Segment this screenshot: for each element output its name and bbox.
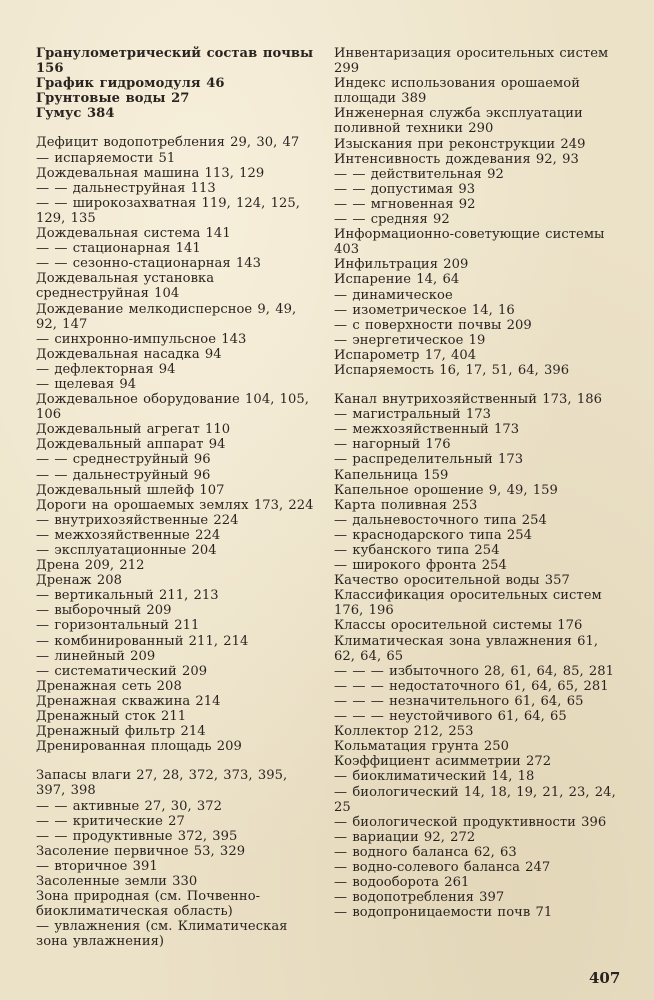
- index-entry: — щелевая 94: [36, 376, 137, 392]
- index-entry: Гумус 384: [36, 106, 115, 122]
- index-entry: — — критические 27: [36, 813, 185, 829]
- index-entry: Дренажная сеть 208: [36, 678, 182, 694]
- index-entry: Гранулометрический состав почвы 156: [36, 46, 314, 77]
- index-entry: Дождевальная насадка 94: [36, 346, 222, 362]
- index-entry: — испаряемости 51: [36, 150, 176, 166]
- index-entry: — — продуктивные 372, 395: [36, 828, 238, 844]
- index-entry: Дрена 209, 212: [36, 558, 145, 574]
- index-entry: Испаряемость 16, 17, 51, 64, 396: [334, 362, 570, 378]
- index-entry: — — мгновенная 92: [334, 196, 476, 212]
- index-entry: — — действительная 92: [334, 166, 504, 182]
- index-entry: Дренажная скважина 214: [36, 693, 221, 709]
- index-entry: Дренажный сток 211: [36, 709, 187, 725]
- index-entry: — увлажнения (см. Климатическая зона увлажнения): [36, 919, 288, 950]
- index-entry: Дефицит водопотребления 29, 30, 47: [36, 135, 300, 151]
- index-entry: — — среднеструйный 96: [36, 452, 211, 468]
- index-entry: — динамическое: [334, 287, 453, 303]
- index-entry: Канал внутрихозяйственный 173, 186: [334, 392, 602, 408]
- index-entry: — вариации 92, 272: [334, 829, 476, 845]
- index-entry: — — — недостаточного 61, 64, 65, 281: [334, 678, 609, 694]
- index-entry: Карта поливная 253: [334, 497, 478, 513]
- index-entry: Дождевальный аппарат 94: [36, 437, 226, 453]
- index-entry: — систематический 209: [36, 663, 208, 679]
- index-entry: — энергетическое 19: [334, 332, 486, 348]
- index-entry: Изыскания при реконструкции 249: [334, 136, 586, 152]
- index-entry: Информационно-советующие системы 403: [334, 227, 605, 258]
- index-entry: — выборочный 209: [36, 603, 172, 619]
- index-entry: — — средняя 92: [334, 212, 450, 228]
- index-entry: — — допустимая 93: [334, 181, 476, 197]
- index-entry: — — стационарная 141: [36, 241, 201, 257]
- index-entry: Дренаж 208: [36, 573, 123, 589]
- page-number: 407: [589, 969, 621, 987]
- index-column-left: [36, 46, 318, 949]
- index-entry: — — дальнеструйный 96: [36, 467, 211, 483]
- index-entry: Испарометр 17, 404: [334, 347, 477, 363]
- index-entry: — краснодарского типа 254: [334, 527, 533, 543]
- index-entry: Грунтовые воды 27: [36, 91, 190, 107]
- index-entry: Засоленные земли 330: [36, 873, 198, 889]
- index-entry: — широкого фронта 254: [334, 558, 507, 574]
- index-entry: — нагорный 176: [334, 437, 451, 453]
- index-entry: Капельница 159: [334, 467, 449, 483]
- index-entry: Дождевальная установка среднеструйная 104: [36, 271, 215, 302]
- index-entry: Засоление первичное 53, 329: [36, 843, 246, 859]
- index-entry: — изометрическое 14, 16: [334, 302, 515, 318]
- index-entry: — дальневосточного типа 254: [334, 512, 547, 528]
- index-entry: — вертикальный 211, 213: [36, 588, 219, 604]
- index-entry: Коллектор 212, 253: [334, 724, 474, 740]
- index-entry: — водного баланса 62, 63: [334, 844, 517, 860]
- index-entry: Климатическая зона увлажнения 61, 62, 64, 65: [334, 633, 599, 664]
- index-entry: — с поверхности почвы 209: [334, 317, 532, 333]
- index-entry: Дождевальное оборудование 104, 105, 106: [36, 392, 309, 423]
- index-entry: — водопроницаемости почв 71: [334, 905, 553, 921]
- index-entry: Дождевальная система 141: [36, 226, 231, 242]
- index-entry: Капельное орошение 9, 49, 159: [334, 482, 558, 498]
- index-entry: — водооборота 261: [334, 875, 470, 891]
- index-entry: Интенсивность дождевания 92, 93: [334, 151, 579, 167]
- index-entry: Зона природная (см. Почвенно-биоклиматическая область): [36, 889, 261, 920]
- index-entry: — внутрихозяйственные 224: [36, 512, 239, 528]
- index-column-right: [334, 46, 622, 920]
- index-entry: — — широкозахватная 119, 124, 125, 129, 135: [36, 195, 300, 226]
- index-entry: Классификация оросительных систем 176, 196: [334, 588, 602, 619]
- index-entry: — распределительный 173: [334, 452, 524, 468]
- index-entry: Запасы влаги 27, 28, 372, 373, 395, 397, 398: [36, 768, 288, 799]
- index-entry: — межхозяйственные 224: [36, 527, 221, 543]
- index-entry: — вторичное 391: [36, 858, 158, 874]
- index-entry: — биологической продуктивности 396: [334, 814, 607, 830]
- index-entry: — водопотребления 397: [334, 890, 505, 906]
- index-entry: — межхозяйственный 173: [334, 422, 520, 438]
- index-entry: Инфильтрация 209: [334, 257, 469, 273]
- index-entry: — водно-солевого баланса 247: [334, 859, 551, 875]
- index-entry: Индекс использования орошаемой площади 389: [334, 76, 581, 107]
- index-entry: Коэффициент асимметрии 272: [334, 754, 552, 770]
- index-entry: — магистральный 173: [334, 407, 492, 423]
- index-entry: Дождевание мелкодисперсное 9, 49, 92, 147: [36, 301, 297, 332]
- index-entry: — кубанского типа 254: [334, 543, 500, 558]
- index-entry: Дренированная площадь 209: [36, 739, 242, 755]
- index-entry: — дефлекторная 94: [36, 361, 176, 377]
- index-entry: Дождевальная машина 113, 129: [36, 165, 265, 181]
- index-entry: Дренажный фильтр 214: [36, 724, 206, 740]
- index-entry: Классы оросительной системы 176: [334, 618, 583, 634]
- index-entry: — синхронно-импульсное 143: [36, 331, 247, 347]
- index-entry: — биологический 14, 18, 19, 21, 23, 24, 25: [334, 784, 616, 815]
- index-entry: — — — незначительного 61, 64, 65: [334, 693, 584, 709]
- index-entry: — — дальнеструйная 113: [36, 180, 216, 196]
- index-entry: — биоклиматический 14, 18: [334, 769, 535, 785]
- index-entry: — — активные 27, 30, 372: [36, 798, 223, 814]
- index-entry: — эксплуатационные 204: [36, 543, 217, 558]
- index-entry: График гидромодуля 46: [36, 76, 225, 92]
- index-entry: — линейный 209: [36, 648, 156, 664]
- index-entry: — — — избыточного 28, 61, 64, 85, 281: [334, 663, 615, 679]
- index-entry: Инженерная служба эксплуатации поливной техники 290: [334, 106, 583, 137]
- index-entry: — комбинированный 211, 214: [36, 633, 249, 649]
- index-entry: — горизонтальный 211: [36, 618, 200, 634]
- index-entry: Инвентаризация оросительных систем 299: [334, 46, 609, 77]
- index-entry: Испарение 14, 64: [334, 272, 460, 288]
- index-entry: Кольматация грунта 250: [334, 739, 510, 755]
- index-entry: — — — неустойчивого 61, 64, 65: [334, 709, 567, 725]
- index-entry: Дождевальный шлейф 107: [36, 482, 225, 498]
- index-entry: Дороги на орошаемых землях 173, 224: [36, 497, 314, 513]
- index-entry: — — сезонно-стационарная 143: [36, 256, 262, 272]
- index-entry: Качество оросительной воды 357: [334, 573, 570, 589]
- index-entry: Дождевальный агрегат 110: [36, 422, 231, 438]
